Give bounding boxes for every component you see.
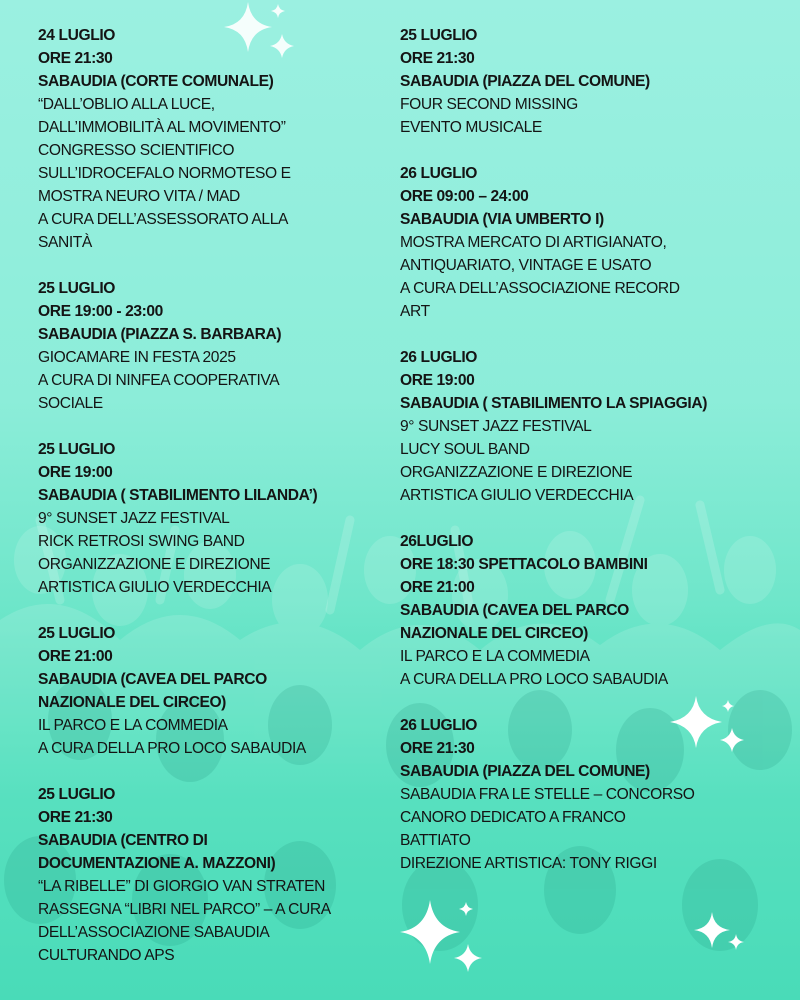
- event-date: 26 LUGLIO: [400, 349, 477, 366]
- event-item: [400, 24, 775, 139]
- event-detail: SANITÀ: [38, 234, 92, 251]
- event-time: ORE 18:30 SPETTACOLO BAMBINI: [400, 556, 648, 573]
- event-venue: SABAUDIA (PIAZZA S. BARBARA): [38, 326, 282, 343]
- event-detail: EVENTO MUSICALE: [400, 119, 542, 136]
- event-detail: IL PARCO E LA COMMEDIA: [38, 717, 228, 734]
- event-item: [38, 783, 388, 967]
- event-date: 24 LUGLIO: [38, 27, 115, 44]
- event-item: [38, 622, 388, 760]
- event-time: ORE 21:30: [38, 809, 113, 826]
- event-time: ORE 19:00: [38, 464, 113, 481]
- event-venue: SABAUDIA (CENTRO DI: [38, 832, 208, 849]
- event-date: 25 LUGLIO: [38, 786, 115, 803]
- event-detail: 9° SUNSET JAZZ FESTIVAL: [400, 418, 592, 435]
- event-detail: ARTISTICA GIULIO VERDECCHIA: [38, 579, 272, 596]
- event-item: [400, 346, 775, 507]
- event-detail: DELL’ASSOCIAZIONE SABAUDIA: [38, 924, 270, 941]
- event-detail: ANTIQUARIATO, VINTAGE E USATO: [400, 257, 652, 274]
- event-detail: A CURA DI NINFEA COOPERATIVA: [38, 372, 280, 389]
- event-detail: ORGANIZZAZIONE E DIREZIONE: [38, 556, 271, 573]
- event-item: [400, 162, 775, 323]
- event-item: [400, 714, 775, 875]
- event-venue: SABAUDIA ( STABILIMENTO LA SPIAGGIA): [400, 395, 707, 412]
- event-venue: SABAUDIA (PIAZZA DEL COMUNE): [400, 763, 650, 780]
- event-detail: ART: [400, 303, 430, 320]
- event-detail: A CURA DELLA PRO LOCO SABAUDIA: [400, 671, 668, 688]
- event-detail: MOSTRA MERCATO DI ARTIGIANATO,: [400, 234, 667, 251]
- event-venue: SABAUDIA ( STABILIMENTO LILANDA’): [38, 487, 318, 504]
- event-detail: “LA RIBELLE” DI GIORGIO VAN STRATEN: [38, 878, 325, 895]
- event-detail: LUCY SOUL BAND: [400, 441, 530, 458]
- event-item: [38, 277, 388, 415]
- event-venue: SABAUDIA (PIAZZA DEL COMUNE): [400, 73, 650, 90]
- event-date: 25 LUGLIO: [400, 27, 477, 44]
- event-item: [38, 24, 388, 254]
- event-time: ORE 21:30: [400, 50, 475, 67]
- event-date: 25 LUGLIO: [38, 441, 115, 458]
- event-detail: RICK RETROSI SWING BAND: [38, 533, 245, 550]
- event-date: 25 LUGLIO: [38, 280, 115, 297]
- event-detail: 9° SUNSET JAZZ FESTIVAL: [38, 510, 230, 527]
- event-date: 25 LUGLIO: [38, 625, 115, 642]
- event-detail: SABAUDIA FRA LE STELLE – CONCORSO: [400, 786, 695, 803]
- event-venue: NAZIONALE DEL CIRCEO): [38, 694, 226, 711]
- event-detail: SOCIALE: [38, 395, 103, 412]
- event-venue: SABAUDIA (CORTE COMUNALE): [38, 73, 274, 90]
- event-date: 26 LUGLIO: [400, 165, 477, 182]
- event-detail: IL PARCO E LA COMMEDIA: [400, 648, 590, 665]
- event-detail: FOUR SECOND MISSING: [400, 96, 578, 113]
- event-detail: ARTISTICA GIULIO VERDECCHIA: [400, 487, 634, 504]
- event-time: ORE 19:00: [400, 372, 475, 389]
- event-time: ORE 21:30: [38, 50, 113, 67]
- event-time: ORE 21:30: [400, 740, 475, 757]
- event-detail: DALL’IMMOBILITÀ AL MOVIMENTO”: [38, 119, 286, 136]
- event-detail: A CURA DELL’ASSOCIAZIONE RECORD: [400, 280, 680, 297]
- event-detail: BATTIATO: [400, 832, 471, 849]
- event-time: ORE 21:00: [400, 579, 475, 596]
- event-date: 26 LUGLIO: [400, 717, 477, 734]
- event-detail: CONGRESSO SCIENTIFICO: [38, 142, 235, 159]
- event-detail: SULL’IDROCEFALO NORMOTESO E: [38, 165, 291, 182]
- event-detail: CULTURANDO APS: [38, 947, 175, 964]
- event-time: ORE 21:00: [38, 648, 113, 665]
- event-venue: DOCUMENTAZIONE A. MAZZONI): [38, 855, 276, 872]
- event-item: [400, 530, 775, 691]
- right-column: [400, 24, 775, 875]
- event-detail: A CURA DELLA PRO LOCO SABAUDIA: [38, 740, 306, 757]
- sparkle-icon: [692, 912, 752, 962]
- event-time: ORE 09:00 – 24:00: [400, 188, 529, 205]
- event-venue: SABAUDIA (CAVEA DEL PARCO: [38, 671, 267, 688]
- event-detail: GIOCAMARE IN FESTA 2025: [38, 349, 236, 366]
- event-venue: NAZIONALE DEL CIRCEO): [400, 625, 588, 642]
- event-detail: A CURA DELL’ASSESSORATO ALLA: [38, 211, 288, 228]
- event-date: 26LUGLIO: [400, 533, 474, 550]
- event-detail: MOSTRA NEURO VITA / MAD: [38, 188, 240, 205]
- left-column: [38, 24, 388, 967]
- event-detail: ORGANIZZAZIONE E DIREZIONE: [400, 464, 633, 481]
- event-item: [38, 438, 388, 599]
- event-venue: SABAUDIA (VIA UMBERTO I): [400, 211, 604, 228]
- event-detail: RASSEGNA “LIBRI NEL PARCO” – A CURA: [38, 901, 331, 918]
- event-venue: SABAUDIA (CAVEA DEL PARCO: [400, 602, 629, 619]
- event-detail: DIREZIONE ARTISTICA: TONY RIGGI: [400, 855, 657, 872]
- event-detail: “DALL’OBLIO ALLA LUCE,: [38, 96, 215, 113]
- sparkle-icon: [396, 900, 496, 1000]
- event-detail: CANORO DEDICATO A FRANCO: [400, 809, 626, 826]
- event-time: ORE 19:00 - 23:00: [38, 303, 163, 320]
